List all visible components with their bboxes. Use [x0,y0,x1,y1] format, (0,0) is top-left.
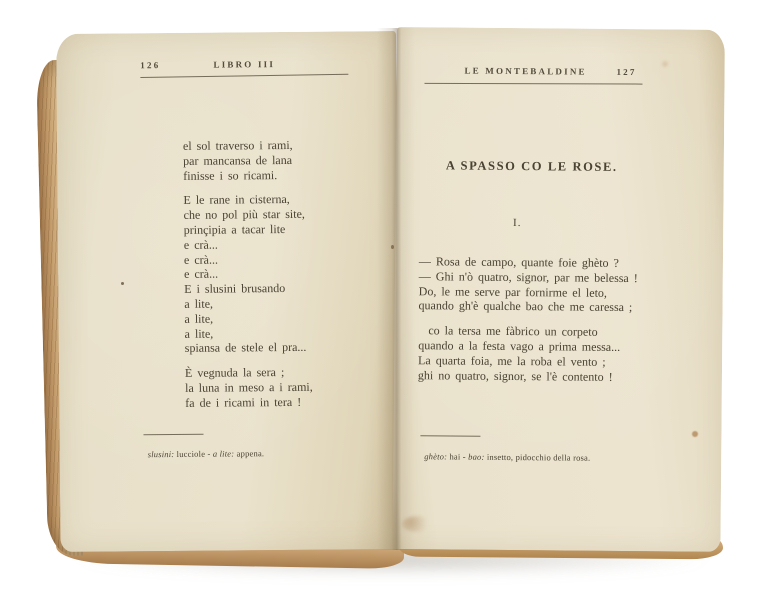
poem-line: Do, le me serve par fornirme el leto, [418,283,608,300]
poem-line: spiansa de stele el pra... [184,340,307,356]
right-footnote-rule [420,435,480,437]
poem-line: La quarta foia, me la roba el vento ; [418,352,606,369]
poem-line: prinçipia a tacar lite [183,221,286,237]
right-footnote [424,451,590,462]
footnote-text: appena. [234,448,265,459]
poem-line: che no pol più star site, [183,207,305,223]
footnote-text: lucciole - [174,448,213,459]
footnote-text: insetto, pidocchio della rosa. [484,451,591,463]
left-running-header: LIBRO III [213,59,276,70]
poem-section-number: I. [513,217,522,230]
left-footnote-rule [143,434,203,436]
poem-line: È vegnuda la sera ; [184,365,285,381]
poem-line: e crà... [183,237,218,252]
poem-line: a lite, [184,326,214,341]
footnote-term: slusini: [147,448,175,460]
poem-stanza [418,323,637,384]
poem-line: quando a la festa vago a prima messa... [418,338,621,354]
left-footnote [148,448,265,459]
poem-title: A SPASSO CO LE ROSE. [445,158,618,174]
poem-stanza [185,365,313,411]
poem-line: quando gh'è qualche bao che me caressa ; [418,298,633,315]
poem-line: e crà... [184,266,219,282]
right-running-header: LE MONTEBALDINE [464,65,587,77]
poem-line: el sol traverso i rami, [182,137,293,153]
right-page [392,27,725,552]
left-poem [183,138,313,421]
poem-stanza [183,138,311,184]
poem-stanza [419,254,638,315]
poem-line: par mancansa de lana [183,152,293,168]
right-page-number: 127 [616,66,637,78]
footnote-text: hai - [447,451,469,462]
poem-line: ghi no quatro, signor, se l'è contento ! [417,367,613,384]
poem-stanza [183,192,312,356]
right-poem [418,254,638,394]
left-page [56,31,401,552]
poem-line: finisse i so ricami. [183,167,278,183]
poem-line: co la tersa me fàbrico un corpeto [418,323,598,339]
poem-line: e crà... [183,252,219,267]
footnote-term: a lite: [212,448,235,459]
footnote-term: ghèto: [424,451,448,462]
footnote-term: bao: [468,451,485,462]
poem-line: a lite, [184,296,214,311]
poem-line: — Ghi n'ò quatro, signor, par me belessa ! [418,268,638,285]
poem-line: E i slusini brusando [184,281,286,297]
poem-line: a lite, [184,311,214,326]
left-page-number: 126 [140,60,161,71]
poem-line: fa de i ricami in tera ! [185,394,302,410]
poem-line: E le rane in cisterna, [183,192,290,208]
poem-line: la luna in meso a i rami, [185,379,313,395]
poem-line: — Rosa de campo, quante foie ghèto ? [418,254,619,270]
